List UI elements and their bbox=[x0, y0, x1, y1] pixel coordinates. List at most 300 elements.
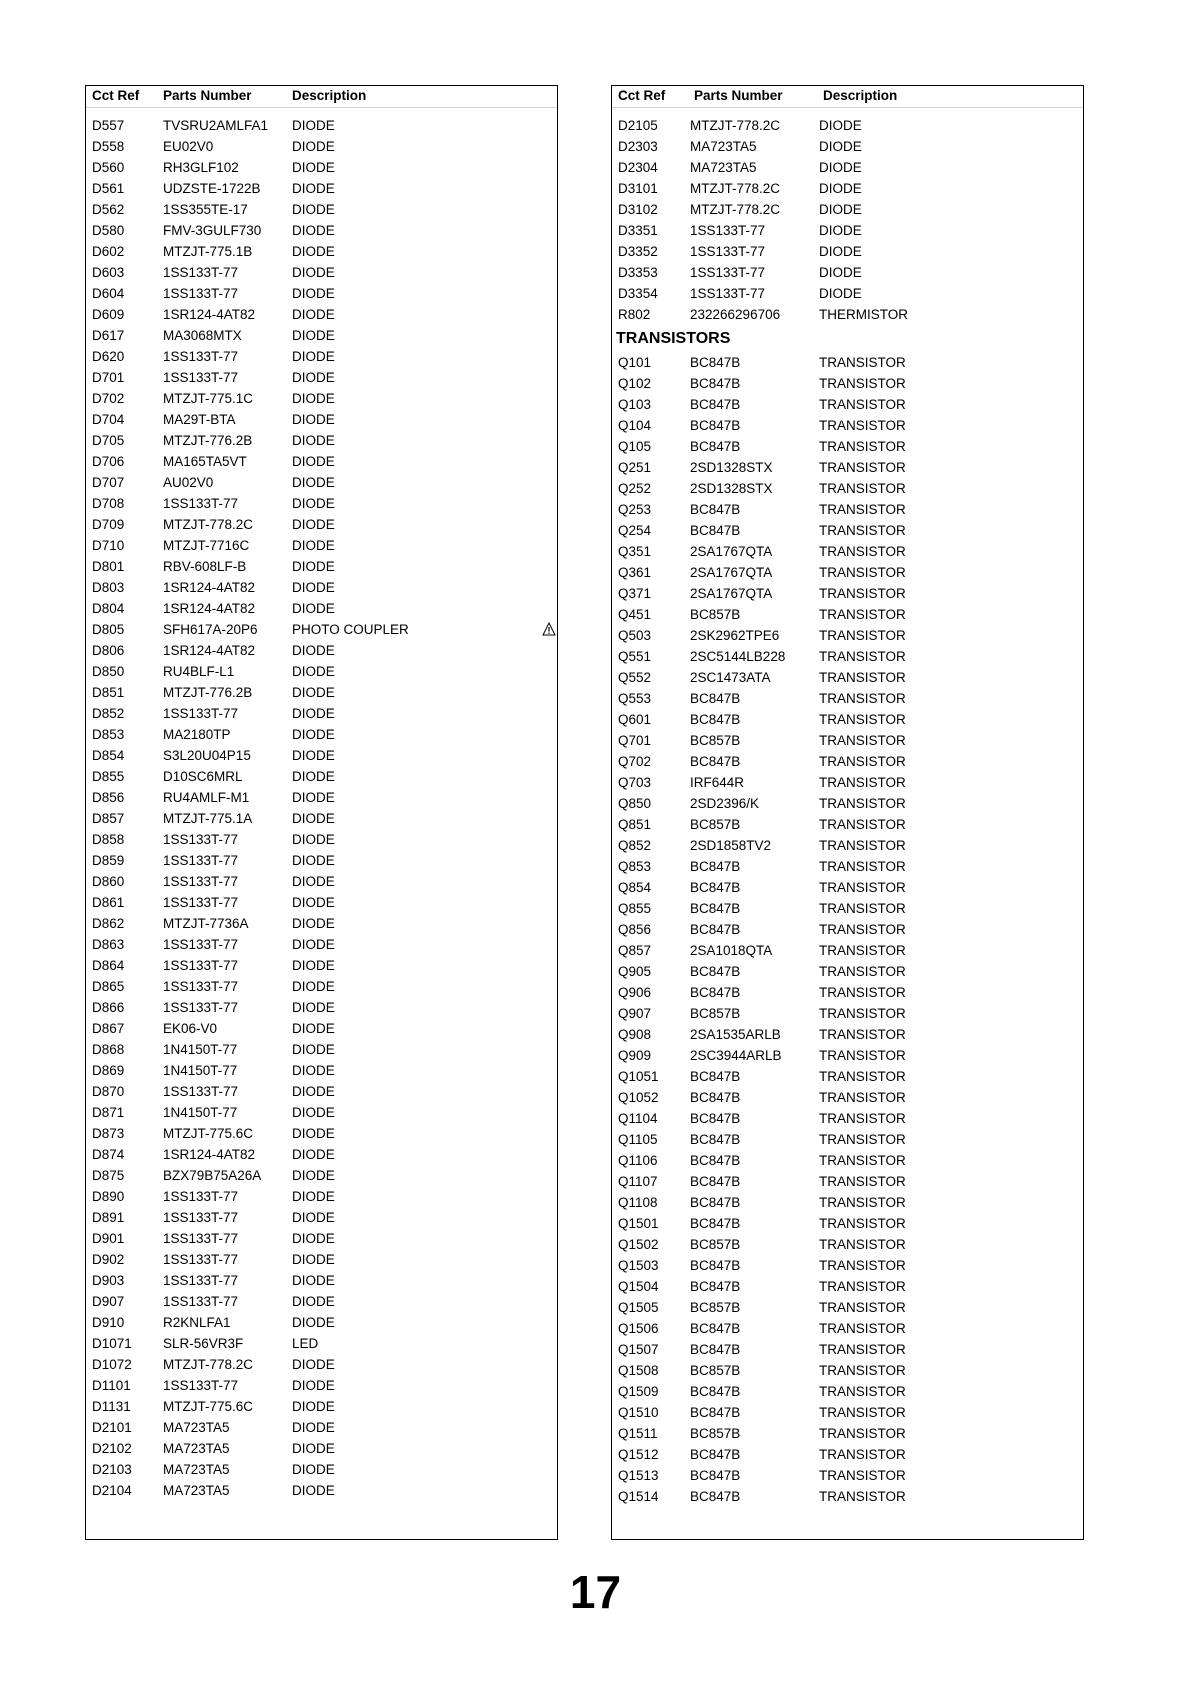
cell-cct-ref: D907 bbox=[92, 1294, 125, 1309]
table-row bbox=[86, 1375, 557, 1396]
cell-parts-number: BC857B bbox=[690, 733, 741, 748]
table-body bbox=[86, 108, 557, 1501]
cell-parts-number: MTZJT-778.2C bbox=[690, 202, 781, 217]
cell-cct-ref: Q104 bbox=[618, 418, 652, 433]
cell-parts-number: 1SS133T-77 bbox=[163, 853, 239, 868]
header-parts-number: Parts Number bbox=[694, 88, 783, 103]
cell-parts-number: 1SR124-4AT82 bbox=[163, 580, 256, 595]
cell-parts-number: 1SS133T-77 bbox=[163, 349, 239, 364]
table-row bbox=[612, 1003, 1083, 1024]
left-parts-table bbox=[85, 85, 558, 1540]
cell-description: DIODE bbox=[819, 160, 862, 175]
table-row bbox=[86, 430, 557, 451]
cell-cct-ref: Q351 bbox=[618, 544, 652, 559]
cell-description: DIODE bbox=[292, 1441, 335, 1456]
table-row bbox=[86, 1438, 557, 1459]
cell-parts-number: RU4AMLF-M1 bbox=[163, 790, 250, 805]
cell-description: DIODE bbox=[292, 433, 335, 448]
table-row bbox=[612, 157, 1083, 178]
cell-parts-number: 1SS133T-77 bbox=[163, 1000, 239, 1015]
cell-cct-ref: D562 bbox=[92, 202, 125, 217]
cell-parts-number: BC847B bbox=[690, 964, 741, 979]
table-row bbox=[612, 136, 1083, 157]
cell-description: TRANSISTOR bbox=[819, 1111, 906, 1126]
table-row bbox=[612, 814, 1083, 835]
cell-parts-number: 2SA1767QTA bbox=[690, 565, 773, 580]
cell-cct-ref: Q703 bbox=[618, 775, 652, 790]
cell-cct-ref: Q552 bbox=[618, 670, 652, 685]
table-row bbox=[612, 1444, 1083, 1465]
table-row bbox=[86, 157, 557, 178]
cell-description: TRANSISTOR bbox=[819, 1468, 906, 1483]
cell-cct-ref: D901 bbox=[92, 1231, 125, 1246]
table-row bbox=[86, 976, 557, 997]
table-row bbox=[86, 367, 557, 388]
cell-cct-ref: Q252 bbox=[618, 481, 652, 496]
cell-description: DIODE bbox=[819, 118, 862, 133]
table-row bbox=[612, 667, 1083, 688]
cell-cct-ref: Q1107 bbox=[618, 1174, 658, 1189]
table-row bbox=[612, 898, 1083, 919]
table-row bbox=[612, 520, 1083, 541]
cell-parts-number: BC847B bbox=[690, 712, 741, 727]
cell-description: DIODE bbox=[292, 1063, 335, 1078]
table-row bbox=[612, 751, 1083, 772]
cell-description: TRANSISTOR bbox=[819, 355, 906, 370]
cell-parts-number: MTZJT-778.2C bbox=[690, 181, 781, 196]
cell-cct-ref: Q551 bbox=[618, 649, 652, 664]
cell-description: DIODE bbox=[292, 790, 335, 805]
cell-description: DIODE bbox=[292, 538, 335, 553]
cell-parts-number: BC857B bbox=[690, 1237, 741, 1252]
cell-parts-number: SFH617A-20P6 bbox=[163, 622, 258, 637]
cell-description: DIODE bbox=[292, 244, 335, 259]
cell-description: DIODE bbox=[292, 916, 335, 931]
table-row bbox=[612, 856, 1083, 877]
table-row bbox=[612, 646, 1083, 667]
cell-parts-number: 1SS133T-77 bbox=[163, 1210, 239, 1225]
table-row bbox=[612, 241, 1083, 262]
table-row bbox=[86, 514, 557, 535]
cell-cct-ref: D705 bbox=[92, 433, 125, 448]
cell-cct-ref: Q251 bbox=[618, 460, 652, 475]
cell-description: TRANSISTOR bbox=[819, 439, 906, 454]
table-row bbox=[86, 1333, 557, 1354]
table-row bbox=[612, 1171, 1083, 1192]
cell-description: THERMISTOR bbox=[819, 307, 909, 322]
table-header bbox=[86, 86, 557, 108]
table-row bbox=[612, 1339, 1083, 1360]
cell-cct-ref: D870 bbox=[92, 1084, 125, 1099]
cell-parts-number: TVSRU2AMLFA1 bbox=[163, 118, 269, 133]
cell-cct-ref: Q371 bbox=[618, 586, 652, 601]
table-row bbox=[86, 1060, 557, 1081]
cell-parts-number: 1SS133T-77 bbox=[163, 1273, 239, 1288]
cell-parts-number: 2SA1535ARLB bbox=[690, 1027, 781, 1042]
cell-description: DIODE bbox=[292, 223, 335, 238]
header-cct-ref: Cct Ref bbox=[618, 88, 666, 103]
cell-parts-number: 1SR124-4AT82 bbox=[163, 601, 256, 616]
cell-parts-number: BZX79B75A26A bbox=[163, 1168, 262, 1183]
cell-cct-ref: Q850 bbox=[618, 796, 652, 811]
cell-parts-number: FMV-3GULF730 bbox=[163, 223, 262, 238]
table-row bbox=[86, 1249, 557, 1270]
table-row bbox=[86, 241, 557, 262]
table-row bbox=[612, 1465, 1083, 1486]
cell-parts-number: BC847B bbox=[690, 922, 741, 937]
table-row bbox=[612, 304, 1083, 325]
table-row bbox=[86, 178, 557, 199]
cell-description: TRANSISTOR bbox=[819, 1090, 906, 1105]
cell-parts-number: MTZJT-778.2C bbox=[690, 118, 781, 133]
cell-cct-ref: D3351 bbox=[618, 223, 658, 238]
cell-parts-number: MTZJT-776.2B bbox=[163, 685, 253, 700]
cell-description: TRANSISTOR bbox=[819, 670, 906, 685]
cell-cct-ref: D910 bbox=[92, 1315, 125, 1330]
cell-parts-number: 2SA1767QTA bbox=[690, 586, 773, 601]
cell-description: PHOTO COUPLER bbox=[292, 622, 409, 637]
cell-parts-number: MTZJT-775.6C bbox=[163, 1399, 254, 1414]
cell-parts-number: BC847B bbox=[690, 1111, 741, 1126]
cell-parts-number: 2SA1767QTA bbox=[690, 544, 773, 559]
table-row bbox=[612, 415, 1083, 436]
cell-parts-number: MA723TA5 bbox=[690, 139, 757, 154]
cell-description: LED bbox=[292, 1336, 319, 1351]
cell-parts-number: BC847B bbox=[690, 880, 741, 895]
table-row bbox=[612, 457, 1083, 478]
table-row bbox=[612, 940, 1083, 961]
cell-parts-number: BC847B bbox=[690, 1153, 741, 1168]
cell-parts-number: 1N4150T-77 bbox=[163, 1105, 238, 1120]
cell-description: DIODE bbox=[292, 1000, 335, 1015]
cell-cct-ref: D853 bbox=[92, 727, 125, 742]
cell-cct-ref: D902 bbox=[92, 1252, 125, 1267]
cell-cct-ref: Q503 bbox=[618, 628, 652, 643]
table-row bbox=[612, 919, 1083, 940]
cell-parts-number: MA2180TP bbox=[163, 727, 231, 742]
cell-cct-ref: D865 bbox=[92, 979, 125, 994]
cell-description: TRANSISTOR bbox=[819, 607, 906, 622]
cell-parts-number: BC847B bbox=[690, 1447, 741, 1462]
cell-description: DIODE bbox=[292, 1168, 335, 1183]
cell-parts-number: 2SK2962TPE6 bbox=[690, 628, 780, 643]
cell-cct-ref: D850 bbox=[92, 664, 125, 679]
cell-parts-number: 1SS133T-77 bbox=[163, 979, 239, 994]
table-row bbox=[86, 682, 557, 703]
cell-parts-number: AU02V0 bbox=[163, 475, 214, 490]
table-row bbox=[612, 709, 1083, 730]
cell-parts-number: BC847B bbox=[690, 1069, 741, 1084]
table-row bbox=[612, 835, 1083, 856]
table-row bbox=[86, 1354, 557, 1375]
cell-cct-ref: D3354 bbox=[618, 286, 658, 301]
table-row bbox=[86, 535, 557, 556]
cell-cct-ref: Q1504 bbox=[618, 1279, 659, 1294]
table-row bbox=[86, 556, 557, 577]
table-row bbox=[612, 1360, 1083, 1381]
cell-cct-ref: D2105 bbox=[618, 118, 658, 133]
cell-description: DIODE bbox=[292, 748, 335, 763]
cell-parts-number: BC847B bbox=[690, 1342, 741, 1357]
cell-description: TRANSISTOR bbox=[819, 1174, 906, 1189]
cell-parts-number: 1SS133T-77 bbox=[163, 1084, 239, 1099]
cell-parts-number: BC847B bbox=[690, 355, 741, 370]
cell-description: DIODE bbox=[819, 244, 862, 259]
cell-parts-number: 2SD1328STX bbox=[690, 460, 773, 475]
cell-cct-ref: Q601 bbox=[618, 712, 652, 727]
cell-parts-number: MA723TA5 bbox=[163, 1420, 230, 1435]
cell-parts-number: BC847B bbox=[690, 901, 741, 916]
cell-cct-ref: Q908 bbox=[618, 1027, 652, 1042]
cell-parts-number: BC857B bbox=[690, 1300, 741, 1315]
cell-description: TRANSISTOR bbox=[819, 1447, 906, 1462]
cell-description: TRANSISTOR bbox=[819, 985, 906, 1000]
cell-cct-ref: Q1052 bbox=[618, 1090, 659, 1105]
table-row bbox=[86, 787, 557, 808]
cell-description: DIODE bbox=[292, 1483, 335, 1498]
cell-description: DIODE bbox=[292, 1147, 335, 1162]
table-row bbox=[86, 577, 557, 598]
table-row bbox=[612, 1423, 1083, 1444]
table-row bbox=[86, 640, 557, 661]
cell-parts-number: BC847B bbox=[690, 1279, 741, 1294]
cell-cct-ref: D709 bbox=[92, 517, 125, 532]
cell-cct-ref: Q857 bbox=[618, 943, 652, 958]
cell-cct-ref: D861 bbox=[92, 895, 125, 910]
cell-parts-number: MTZJT-7736A bbox=[163, 916, 249, 931]
cell-cct-ref: R802 bbox=[618, 307, 651, 322]
table-row bbox=[86, 829, 557, 850]
cell-cct-ref: Q701 bbox=[618, 733, 652, 748]
table-body bbox=[612, 108, 1083, 1507]
cell-cct-ref: D1101 bbox=[92, 1378, 131, 1393]
cell-description: TRANSISTOR bbox=[819, 1048, 906, 1063]
cell-parts-number: EK06-V0 bbox=[163, 1021, 218, 1036]
cell-cct-ref: Q553 bbox=[618, 691, 652, 706]
cell-cct-ref: D890 bbox=[92, 1189, 125, 1204]
cell-description: TRANSISTOR bbox=[819, 628, 906, 643]
cell-description: DIODE bbox=[292, 160, 335, 175]
cell-cct-ref: Q254 bbox=[618, 523, 652, 538]
table-row bbox=[86, 892, 557, 913]
table-row bbox=[86, 1186, 557, 1207]
cell-description: DIODE bbox=[292, 496, 335, 511]
cell-parts-number: 1SS133T-77 bbox=[163, 286, 239, 301]
cell-parts-number: 1SR124-4AT82 bbox=[163, 643, 256, 658]
cell-parts-number: RU4BLF-L1 bbox=[163, 664, 235, 679]
table-header bbox=[612, 86, 1083, 108]
cell-description: DIODE bbox=[292, 1084, 335, 1099]
table-row bbox=[86, 1165, 557, 1186]
cell-cct-ref: Q103 bbox=[618, 397, 652, 412]
cell-parts-number: BC847B bbox=[690, 1174, 741, 1189]
table-row bbox=[612, 1150, 1083, 1171]
table-row bbox=[86, 1144, 557, 1165]
cell-parts-number: BC857B bbox=[690, 607, 741, 622]
cell-cct-ref: Q905 bbox=[618, 964, 652, 979]
cell-description: DIODE bbox=[292, 349, 335, 364]
right-parts-table bbox=[611, 85, 1084, 1540]
cell-cct-ref: D860 bbox=[92, 874, 125, 889]
cell-description: DIODE bbox=[292, 1126, 335, 1141]
table-row bbox=[612, 541, 1083, 562]
cell-parts-number: MA723TA5 bbox=[690, 160, 757, 175]
cell-parts-number: BC847B bbox=[690, 1258, 741, 1273]
table-row bbox=[86, 1102, 557, 1123]
cell-cct-ref: D561 bbox=[92, 181, 125, 196]
cell-description: DIODE bbox=[819, 181, 862, 196]
cell-description: DIODE bbox=[292, 391, 335, 406]
cell-cct-ref: D1071 bbox=[92, 1336, 132, 1351]
cell-description: TRANSISTOR bbox=[819, 1489, 906, 1504]
cell-cct-ref: D617 bbox=[92, 328, 125, 343]
table-row bbox=[612, 1276, 1083, 1297]
cell-parts-number: MTZJT-776.2B bbox=[163, 433, 253, 448]
table-row bbox=[86, 1480, 557, 1501]
cell-parts-number: BC847B bbox=[690, 859, 741, 874]
cell-parts-number: 2SC1473ATA bbox=[690, 670, 771, 685]
cell-description: TRANSISTOR bbox=[819, 838, 906, 853]
cell-description: TRANSISTOR bbox=[819, 460, 906, 475]
table-row bbox=[86, 934, 557, 955]
warning-triangle-icon bbox=[542, 622, 556, 636]
header-description: Description bbox=[823, 88, 898, 103]
cell-description: TRANSISTOR bbox=[819, 1216, 906, 1231]
cell-description: TRANSISTOR bbox=[819, 1300, 906, 1315]
cell-description: DIODE bbox=[292, 853, 335, 868]
cell-parts-number: 1SS133T-77 bbox=[163, 1189, 239, 1204]
table-row bbox=[86, 304, 557, 325]
header-cct-ref: Cct Ref bbox=[92, 88, 140, 103]
cell-description: TRANSISTOR bbox=[819, 481, 906, 496]
cell-description: TRANSISTOR bbox=[819, 1384, 906, 1399]
cell-cct-ref: D706 bbox=[92, 454, 125, 469]
cell-description: DIODE bbox=[292, 958, 335, 973]
cell-description: TRANSISTOR bbox=[819, 712, 906, 727]
cell-cct-ref: Q855 bbox=[618, 901, 652, 916]
cell-description: DIODE bbox=[292, 580, 335, 595]
cell-description: DIODE bbox=[292, 1252, 335, 1267]
cell-description: TRANSISTOR bbox=[819, 418, 906, 433]
cell-cct-ref: Q1106 bbox=[618, 1153, 658, 1168]
table-row bbox=[612, 499, 1083, 520]
cell-description: DIODE bbox=[292, 265, 335, 280]
cell-description: DIODE bbox=[292, 1189, 335, 1204]
cell-parts-number: MA3068MTX bbox=[163, 328, 242, 343]
cell-description: TRANSISTOR bbox=[819, 922, 906, 937]
cell-description: TRANSISTOR bbox=[819, 796, 906, 811]
table-row bbox=[86, 1018, 557, 1039]
cell-cct-ref: Q851 bbox=[618, 817, 652, 832]
cell-parts-number: BC847B bbox=[690, 985, 741, 1000]
cell-description: DIODE bbox=[292, 979, 335, 994]
table-row bbox=[612, 688, 1083, 709]
cell-cct-ref: D603 bbox=[92, 265, 125, 280]
table-row bbox=[612, 1192, 1083, 1213]
cell-description: DIODE bbox=[819, 286, 862, 301]
cell-description: TRANSISTOR bbox=[819, 1363, 906, 1378]
cell-cct-ref: D704 bbox=[92, 412, 125, 427]
cell-description: TRANSISTOR bbox=[819, 691, 906, 706]
table-row bbox=[86, 745, 557, 766]
cell-description: DIODE bbox=[292, 1231, 335, 1246]
cell-cct-ref: D2303 bbox=[618, 139, 658, 154]
cell-description: TRANSISTOR bbox=[819, 397, 906, 412]
cell-description: TRANSISTOR bbox=[819, 1279, 906, 1294]
cell-cct-ref: Q101 bbox=[618, 355, 652, 370]
cell-cct-ref: D1131 bbox=[92, 1399, 131, 1414]
table-row bbox=[612, 793, 1083, 814]
cell-parts-number: 1SS133T-77 bbox=[163, 937, 239, 952]
table-row bbox=[86, 136, 557, 157]
cell-cct-ref: Q1507 bbox=[618, 1342, 659, 1357]
cell-description: TRANSISTOR bbox=[819, 943, 906, 958]
cell-parts-number: BC857B bbox=[690, 1006, 741, 1021]
table-row bbox=[612, 178, 1083, 199]
cell-description: DIODE bbox=[292, 328, 335, 343]
cell-cct-ref: Q856 bbox=[618, 922, 652, 937]
cell-description: DIODE bbox=[292, 1105, 335, 1120]
cell-cct-ref: D856 bbox=[92, 790, 125, 805]
table-row bbox=[612, 1129, 1083, 1150]
cell-description: TRANSISTOR bbox=[819, 1237, 906, 1252]
cell-cct-ref: D2104 bbox=[92, 1483, 132, 1498]
cell-cct-ref: Q852 bbox=[618, 838, 652, 853]
cell-parts-number: 1SS133T-77 bbox=[163, 1294, 239, 1309]
table-row bbox=[612, 436, 1083, 457]
cell-cct-ref: D875 bbox=[92, 1168, 125, 1183]
cell-description: TRANSISTOR bbox=[819, 1069, 906, 1084]
cell-parts-number: 1SS355TE-17 bbox=[163, 202, 248, 217]
cell-cct-ref: D804 bbox=[92, 601, 125, 616]
cell-parts-number: S3L20U04P15 bbox=[163, 748, 251, 763]
cell-parts-number: MTZJT-775.6C bbox=[163, 1126, 254, 1141]
table-row bbox=[612, 394, 1083, 415]
cell-cct-ref: D2103 bbox=[92, 1462, 132, 1477]
cell-parts-number: 1SR124-4AT82 bbox=[163, 1147, 256, 1162]
cell-description: TRANSISTOR bbox=[819, 1006, 906, 1021]
table-row bbox=[86, 409, 557, 430]
cell-description: DIODE bbox=[819, 139, 862, 154]
cell-parts-number: BC847B bbox=[690, 1468, 741, 1483]
cell-cct-ref: Q702 bbox=[618, 754, 652, 769]
cell-parts-number: 2SD1858TV2 bbox=[690, 838, 772, 853]
cell-description: DIODE bbox=[292, 370, 335, 385]
cell-parts-number: BC847B bbox=[690, 691, 741, 706]
cell-cct-ref: Q1501 bbox=[618, 1216, 659, 1231]
cell-parts-number: BC847B bbox=[690, 439, 741, 454]
table-row bbox=[86, 1081, 557, 1102]
table-row bbox=[86, 1312, 557, 1333]
table-row bbox=[86, 115, 557, 136]
cell-parts-number: BC847B bbox=[690, 1132, 741, 1147]
cell-description: DIODE bbox=[292, 1462, 335, 1477]
cell-description: DIODE bbox=[292, 1273, 335, 1288]
cell-parts-number: BC847B bbox=[690, 1195, 741, 1210]
cell-cct-ref: D3102 bbox=[618, 202, 658, 217]
cell-parts-number: 1SS133T-77 bbox=[163, 265, 239, 280]
cell-cct-ref: D903 bbox=[92, 1273, 125, 1288]
cell-cct-ref: D557 bbox=[92, 118, 125, 133]
table-row bbox=[612, 352, 1083, 373]
table-row bbox=[612, 772, 1083, 793]
cell-cct-ref: Q1503 bbox=[618, 1258, 659, 1273]
cell-description: TRANSISTOR bbox=[819, 1258, 906, 1273]
table-row bbox=[86, 997, 557, 1018]
cell-cct-ref: Q102 bbox=[618, 376, 652, 391]
cell-parts-number: BC847B bbox=[690, 754, 741, 769]
cell-cct-ref: D708 bbox=[92, 496, 125, 511]
